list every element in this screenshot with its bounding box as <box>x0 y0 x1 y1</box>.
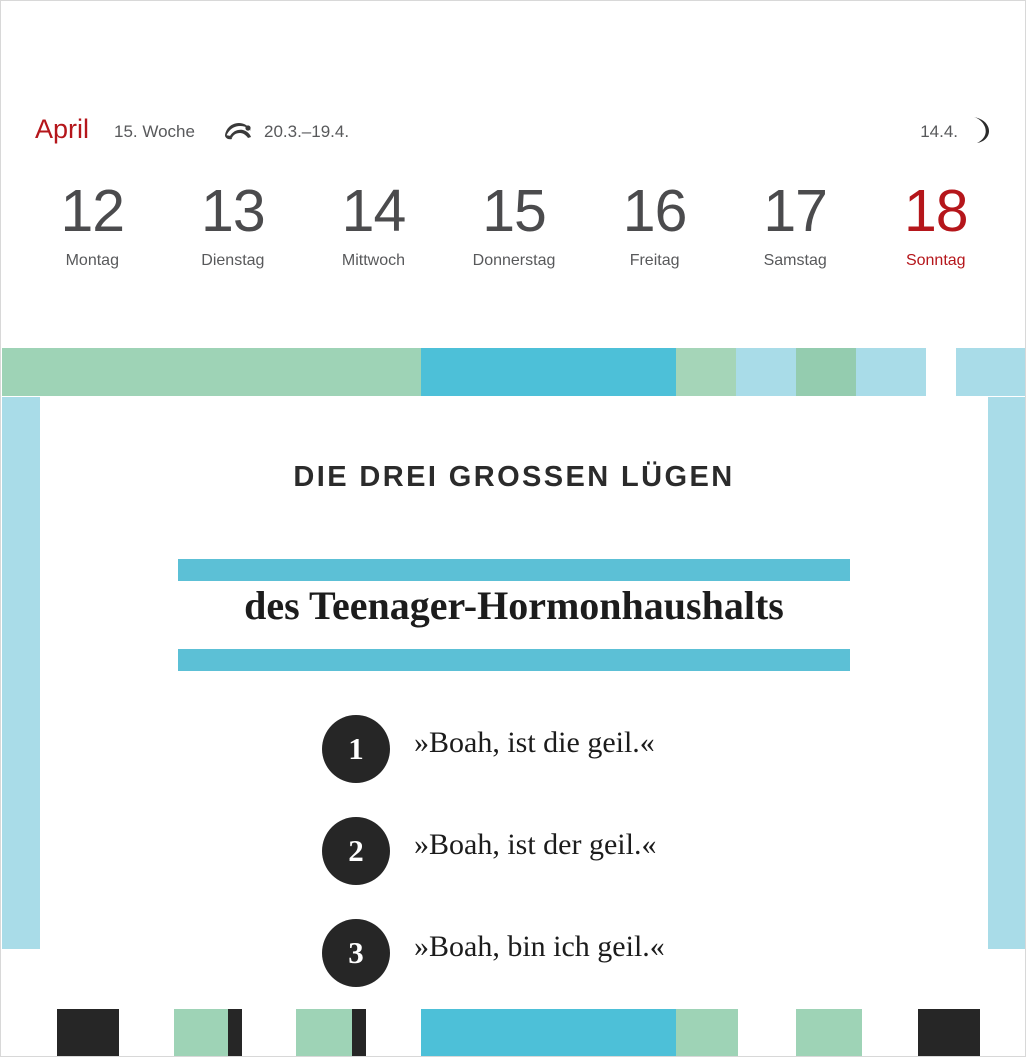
zodiac-date-range: 20.3.–19.4. <box>264 122 350 141</box>
card-subtitle: des Teenager-Hormonhaushalts <box>244 583 784 628</box>
joke-card <box>40 397 988 1057</box>
day-name: Donnerstag <box>472 252 556 269</box>
subtitle-block <box>178 559 850 671</box>
list-item-text: »Boah, ist der geil.« <box>414 828 657 861</box>
list-item-number: 2 <box>322 817 390 885</box>
day-cell-sunday[interactable] <box>865 180 1006 290</box>
bottom-band-segment <box>352 1009 366 1056</box>
list-item-number: 1 <box>322 715 390 783</box>
crescent-moon-icon <box>967 116 993 144</box>
bottom-band-segment <box>918 1009 980 1056</box>
bottom-band-segment <box>57 1009 119 1056</box>
moon-phase-date: 14.4. <box>920 122 958 141</box>
joke-list <box>322 715 942 1021</box>
week-number-label: 15. Woche <box>114 122 195 141</box>
list-item <box>322 715 942 817</box>
day-number: 16 <box>622 178 687 244</box>
calendar-meta-row <box>2 114 1026 150</box>
bottom-color-band <box>2 1009 1026 1056</box>
day-number: 17 <box>763 178 827 244</box>
day-cell-wednesday[interactable] <box>303 180 444 290</box>
day-cell-thursday[interactable] <box>444 180 585 290</box>
right-color-strip <box>988 397 1026 949</box>
day-number: 14 <box>341 178 406 244</box>
list-item <box>322 919 942 1021</box>
day-number: 18 <box>903 178 968 244</box>
day-name: Samstag <box>763 252 827 269</box>
day-name: Mittwoch <box>341 252 405 269</box>
left-color-strip <box>2 397 40 949</box>
days-row <box>22 180 1006 290</box>
day-cell-saturday[interactable] <box>725 180 866 290</box>
subtitle-bar-bottom <box>178 649 850 671</box>
bottom-band-segment <box>228 1009 242 1056</box>
list-item-number: 3 <box>322 919 390 987</box>
list-item-text: »Boah, ist die geil.« <box>414 726 655 759</box>
bottom-band-segment <box>676 1009 738 1056</box>
calendar-header <box>2 2 1026 348</box>
day-name: Freitag <box>629 252 680 269</box>
day-number: 15 <box>482 178 546 244</box>
day-name: Sonntag <box>905 252 966 269</box>
content-area <box>2 348 1026 1057</box>
card-title: DIE DREI GROSSEN LÜGEN <box>293 461 735 493</box>
day-name: Montag <box>65 252 119 269</box>
aries-ram-icon <box>224 120 254 142</box>
day-cell-monday[interactable] <box>22 180 163 290</box>
day-cell-tuesday[interactable] <box>163 180 304 290</box>
day-number: 13 <box>201 178 265 244</box>
day-name: Dienstag <box>201 252 265 269</box>
bottom-band-segment <box>421 1009 676 1056</box>
month-label: April <box>35 114 90 144</box>
bottom-band-segment <box>796 1009 862 1056</box>
day-cell-friday[interactable] <box>584 180 725 290</box>
day-number: 12 <box>60 178 125 244</box>
list-item-text: »Boah, bin ich geil.« <box>414 930 665 963</box>
list-item <box>322 817 942 919</box>
